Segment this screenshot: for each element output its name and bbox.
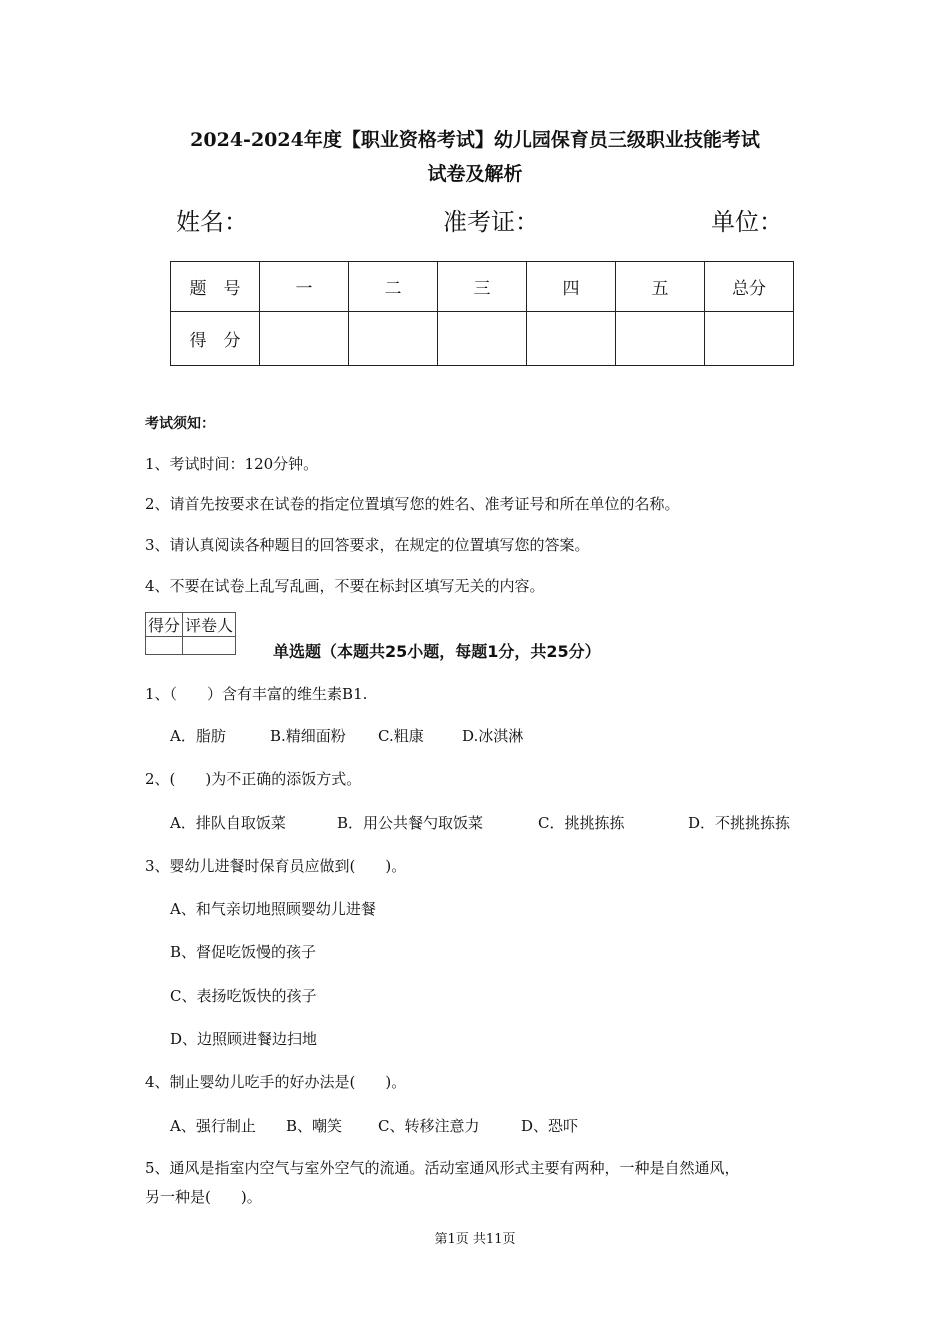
score-cell: 四 xyxy=(527,262,616,312)
question-option: D.冰淇淋 xyxy=(462,727,524,745)
question-stem: 3、婴幼儿进餐时保育员应做到( )。 xyxy=(145,857,407,875)
question-option: B．用公共餐勺取饭菜 xyxy=(337,814,484,832)
question-option: C、表扬吃饭快的孩子 xyxy=(170,987,317,1005)
notice-item: 3、请认真阅读各种题目的回答要求，在规定的位置填写您的答案。 xyxy=(145,536,590,554)
score-blank-cell xyxy=(616,312,705,366)
question-option: B、嘲笑 xyxy=(286,1117,343,1135)
notice-item: 1、考试时间：120分钟。 xyxy=(145,455,319,473)
grader-box xyxy=(145,612,236,655)
notice-item: 4、不要在试卷上乱写乱画，不要在标封区填写无关的内容。 xyxy=(145,577,545,595)
question-stem-continued: 另一种是( )。 xyxy=(145,1188,262,1206)
question-stem: 1、（ ）含有丰富的维生素B1. xyxy=(145,685,368,703)
notice-item: 2、请首先按要求在试卷的指定位置填写您的姓名、准考证号和所在单位的名称。 xyxy=(145,495,680,513)
question-stem: 5、通风是指室内空气与室外空气的流通。活动室通风形式主要有两种，一种是自然通风， xyxy=(145,1159,740,1177)
score-cell: 二 xyxy=(349,262,438,312)
score-blank-cell xyxy=(527,312,616,366)
notice-heading: 考试须知： xyxy=(145,416,215,432)
question-option: B、督促吃饭慢的孩子 xyxy=(170,943,317,961)
question-option: D．不挑挑拣拣 xyxy=(688,814,791,832)
question-option: A．脂肪 xyxy=(170,727,226,745)
exam-title-line1: 2024-2024年度【职业资格考试】幼儿园保育员三级职业技能考试 xyxy=(190,129,760,151)
score-table-score-row xyxy=(171,312,794,366)
grader-score-label: 得分 xyxy=(146,613,183,637)
page-number: 第1页 共11页 xyxy=(434,1232,516,1247)
score-table xyxy=(170,261,794,366)
score-cell: 一 xyxy=(260,262,349,312)
score-cell: 题 号 xyxy=(171,262,260,312)
exam-title-line2: 试卷及解析 xyxy=(427,163,523,185)
question-option: C.粗康 xyxy=(378,727,424,745)
question-option: A、强行制止 xyxy=(170,1117,256,1135)
question-option: C、转移注意力 xyxy=(378,1117,480,1135)
candidate-fields xyxy=(0,202,950,242)
grader-name-label: 评卷人 xyxy=(183,613,236,637)
grader-score-blank xyxy=(146,637,183,655)
score-cell: 三 xyxy=(438,262,527,312)
section-heading: 单选题（本题共25小题，每题1分，共25分） xyxy=(273,642,601,661)
grader-name-blank xyxy=(183,637,236,655)
question-option: A．排队自取饭菜 xyxy=(170,814,286,832)
question-option: D、边照顾进餐边扫地 xyxy=(170,1030,318,1048)
question-stem: 4、制止婴幼儿吃手的好办法是( )。 xyxy=(145,1073,407,1091)
question-stem: 2、( )为不正确的添饭方式。 xyxy=(145,770,362,788)
name-label: 姓名： xyxy=(176,208,248,236)
score-blank-cell xyxy=(260,312,349,366)
question-option: A、和气亲切地照顾婴幼儿进餐 xyxy=(170,900,376,918)
score-cell: 得 分 xyxy=(171,312,260,366)
score-cell: 五 xyxy=(616,262,705,312)
question-option: D、恐吓 xyxy=(521,1117,579,1135)
question-option: B.精细面粉 xyxy=(270,727,346,745)
score-blank-cell xyxy=(438,312,527,366)
unit-label: 单位： xyxy=(711,208,783,236)
score-blank-cell xyxy=(349,312,438,366)
score-cell: 总分 xyxy=(705,262,794,312)
score-table-header-row xyxy=(171,262,794,312)
question-option: C．挑挑拣拣 xyxy=(538,814,625,832)
score-blank-cell xyxy=(705,312,794,366)
exam-id-label: 准考证： xyxy=(443,208,539,236)
